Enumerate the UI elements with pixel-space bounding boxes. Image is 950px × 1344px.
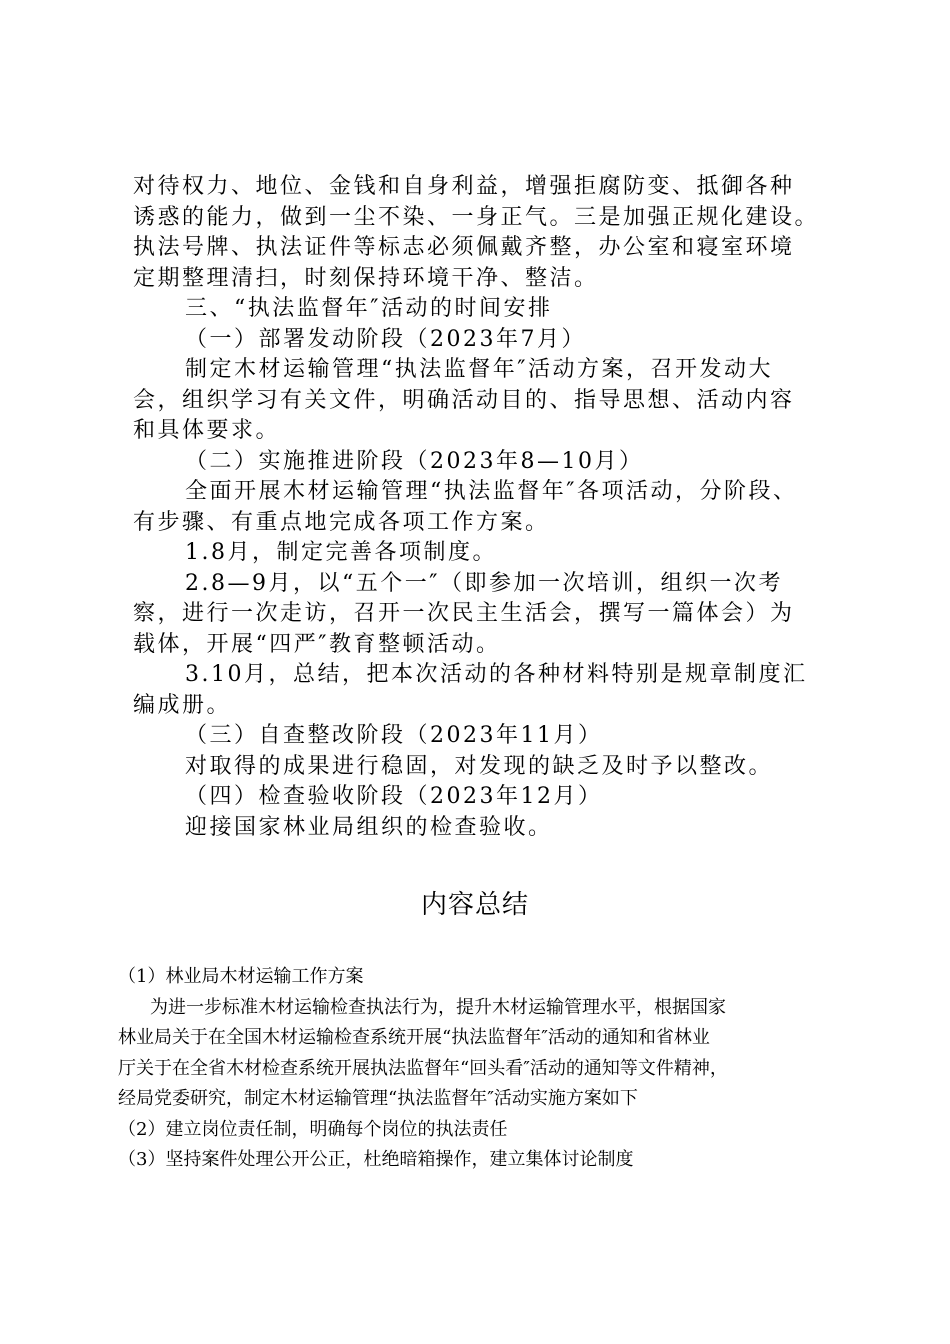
summary-line: 为进一步标准木材运输检查执法行为，提升木材运输管理水平，根据国家 — [150, 996, 726, 1018]
summary-item: （3）坚持案件处理公开公正，杜绝暗箱操作，建立集体讨论制度 — [118, 1149, 634, 1170]
body-line: 载体，开展“四严″教育整顿活动。 — [133, 631, 501, 657]
body-line: 和具体要求。 — [133, 418, 281, 443]
summary-title: 内容总结 — [420, 890, 529, 920]
summary-line: 林业局关于在全国木材运输检查系统开展“执法监督年″活动的通知和省林业 — [118, 1027, 710, 1048]
body-line: 制定木材运输管理“执法监督年″活动方案，召开发动大 — [185, 357, 773, 382]
stage-title: （二）实施推进阶段（2023年8—10月） — [185, 448, 644, 474]
summary-line: 经局党委研究，制定木材运输管理“执法监督年″活动实施方案如下 — [118, 1088, 638, 1109]
body-line: 迎接国家林业局组织的检查验收。 — [185, 814, 553, 840]
stage-title: （四）检查验收阶段（2023年12月） — [185, 784, 603, 809]
list-item: 1.8月，制定完善各项制度。 — [185, 540, 497, 565]
body-line: 执法号牌、执法证件等标志必须佩戴齐整，办公室和寝室环境 — [133, 235, 795, 260]
list-item: 2.8—9月，以“五个一″（即参加一次培训，组织一次考 — [185, 570, 783, 596]
document-body — [133, 172, 833, 843]
body-line: 有步骤、有重点地完成各项工作方案。 — [133, 509, 550, 535]
section-heading: 三、“执法监督年″活动的时间安排 — [185, 296, 553, 321]
stage-title: （三）自查整改阶段（2023年11月） — [185, 723, 603, 748]
summary-item: （2）建立岗位责任制，明确每个岗位的执法责任 — [118, 1118, 508, 1140]
summary-line: 厅关于在全省木材检查系统开展执法监督年“回头看″活动的通知等文件精神， — [118, 1057, 728, 1079]
summary-section — [118, 962, 838, 1176]
body-line: 诱惑的能力，做到一尘不染、一身正气。三是加强正规化建设。 — [133, 204, 820, 230]
body-line: 全面开展木材运输管理“执法监督年″各项活动，分阶段、 — [185, 479, 798, 504]
list-item: 3.10月，总结，把本次活动的各种材料特别是规章制度汇 — [185, 662, 808, 687]
body-line: 察，进行一次走访，召开一次民主生活会，撰写一篇体会）为 — [133, 601, 795, 626]
body-line: 编成册。 — [133, 692, 232, 718]
body-line: 会，组织学习有关文件，明确活动目的、指导思想、活动内容 — [133, 387, 795, 413]
body-line: 对待权力、地位、金钱和自身利益，增强拒腐防变、抵御各种 — [133, 174, 795, 199]
summary-item: （1）林业局木材运输工作方案 — [118, 966, 364, 987]
body-line: 对取得的成果进行稳固，对发现的缺乏及时予以整改。 — [185, 753, 774, 779]
stage-title: （一）部署发动阶段（2023年7月） — [185, 326, 586, 352]
body-line: 定期整理清扫，时刻保持环境干净、整洁。 — [133, 265, 599, 291]
